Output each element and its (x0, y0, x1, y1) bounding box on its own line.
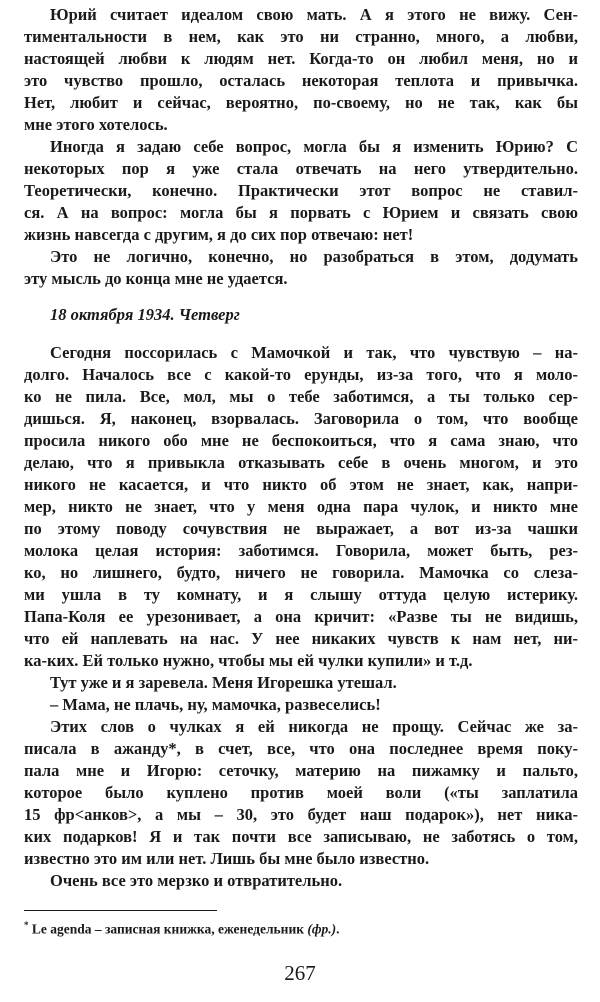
text-line: известно это им или нет. Лишь бы мне было известно. (24, 849, 430, 868)
text-line: ко, но лишнего, будто, ничего не говорила. Мамочка со слеза- (24, 563, 578, 582)
text-line: писала в ажанду*, в счет, все, что она последнее время поку- (24, 739, 578, 758)
text-line: жизнь навсегда с другим, я до сих пор отвечаю: нет! (24, 225, 414, 244)
text-line: делаю, что я привыкла отказывать себе в очень многом, и это (24, 453, 578, 472)
text-line: ка-ких. Ей только нужно, чтобы мы ей чулки купили» и т.д. (24, 651, 473, 670)
paragraph (24, 136, 578, 246)
text-line: никого не касается, и что никто об этом не знает, как, напри- (24, 475, 578, 494)
text-line: ко не пила. Все, мол, мы о тебе заботимся, а ты только сер- (24, 387, 578, 406)
footnote-end: . (336, 921, 340, 937)
text-line: которое было куплено против моей воли («ты заплатила (24, 783, 578, 802)
paragraph (24, 342, 578, 672)
footnote-lang: (фр.) (307, 921, 337, 937)
text-line: Это не логично, конечно, но разобраться в этом, додумать (50, 247, 578, 266)
paragraph (24, 246, 578, 290)
text-line: некоторых пор я уже стала отвечать на него утвердительно. (24, 159, 578, 178)
text-line: Нет, любит и сейчас, вероятно, по-своему, но не так, как бы (24, 93, 578, 112)
text-line: по этому поводу сочувствия не выражает, а вот из-за чашки (24, 519, 578, 538)
text-line: Сегодня поссорилась с Мамочкой и так, что чувствую – на- (50, 343, 578, 362)
text-line: пала мне и Игорю: сеточку, материю на пижамку и пальто, (24, 761, 578, 780)
text-line: Юрий считает идеалом свою мать. А я этого не вижу. Сен- (50, 5, 578, 24)
footnote-text: Le agenda – записная книжка, еженедельник (31, 921, 308, 937)
paragraph (24, 694, 578, 716)
text-line: настоящей любви к людям нет. Когда-то он любил меня, но и (24, 49, 578, 68)
footnote-divider (24, 910, 217, 911)
diary-entry-heading: 18 октября 1934. Четверг (50, 305, 240, 324)
text-line: Иногда я задаю себе вопрос, могла бы я изменить Юрию? С (50, 137, 578, 156)
text-line: Этих слов о чулках я ей никогда не прощу. Сейчас же за- (50, 717, 578, 736)
footnote (24, 916, 340, 939)
text-line: что ей наплевать на нас. У нее никаких чувств к нам нет, ни- (24, 629, 578, 648)
text-line: Папа-Коля ее урезонивает, а она кричит: «Разве ты не видишь, (24, 607, 578, 626)
paragraph (24, 716, 578, 870)
text-line: это чувство прошло, осталась некоторая теплота и привычка. (24, 71, 578, 90)
text-line: просила никого обо мне не беспокоиться, что я сама знаю, что (24, 431, 578, 450)
text-line: эту мысль до конца мне не удается. (24, 269, 288, 288)
text-line: мер, никто не знает, что у меня одна пара чулок, и никто мне (24, 497, 578, 516)
text-line: мне этого хотелось. (24, 115, 168, 134)
text-line: долго. Началось все с какой-то ерунды, из-за того, что я моло- (24, 365, 578, 384)
paragraph (24, 4, 578, 136)
text-line: тиментальности в нем, как это ни странно, много, а любви, (24, 27, 578, 46)
paragraph (24, 672, 578, 694)
paragraph (24, 870, 578, 892)
text-line: – Мама, не плачь, ну, мамочка, развеселись! (50, 695, 381, 714)
text-line: 15 фр<анков>, а мы – 30, это будет наш подарок»), нет ника- (24, 805, 578, 824)
text-line: Теоретически, конечно. Практически этот вопрос не ставил- (24, 181, 578, 200)
text-line: молока целая история: заботимся. Говорила, может быть, рез- (24, 541, 578, 560)
text-line: дишься. Я, наконец, взорвалась. Заговорила о том, что вообще (24, 409, 578, 428)
text-line: Очень все это мерзко и отвратительно. (50, 871, 343, 890)
text-line: ми ушла в ту комнату, и я слышу оттуда целую истерику. (24, 585, 578, 604)
text-line: ких подарков! Я и так почти все записываю, не заботясь о том, (24, 827, 578, 846)
text-line: Тут уже и я заревела. Меня Игорешка утешал. (50, 673, 397, 692)
footnote-mark: * (24, 920, 29, 930)
page-number: 267 (284, 961, 316, 985)
text-line: ся. А на вопрос: могла бы я порвать с Юрием и связать свою (24, 203, 578, 222)
page-body (24, 4, 578, 892)
